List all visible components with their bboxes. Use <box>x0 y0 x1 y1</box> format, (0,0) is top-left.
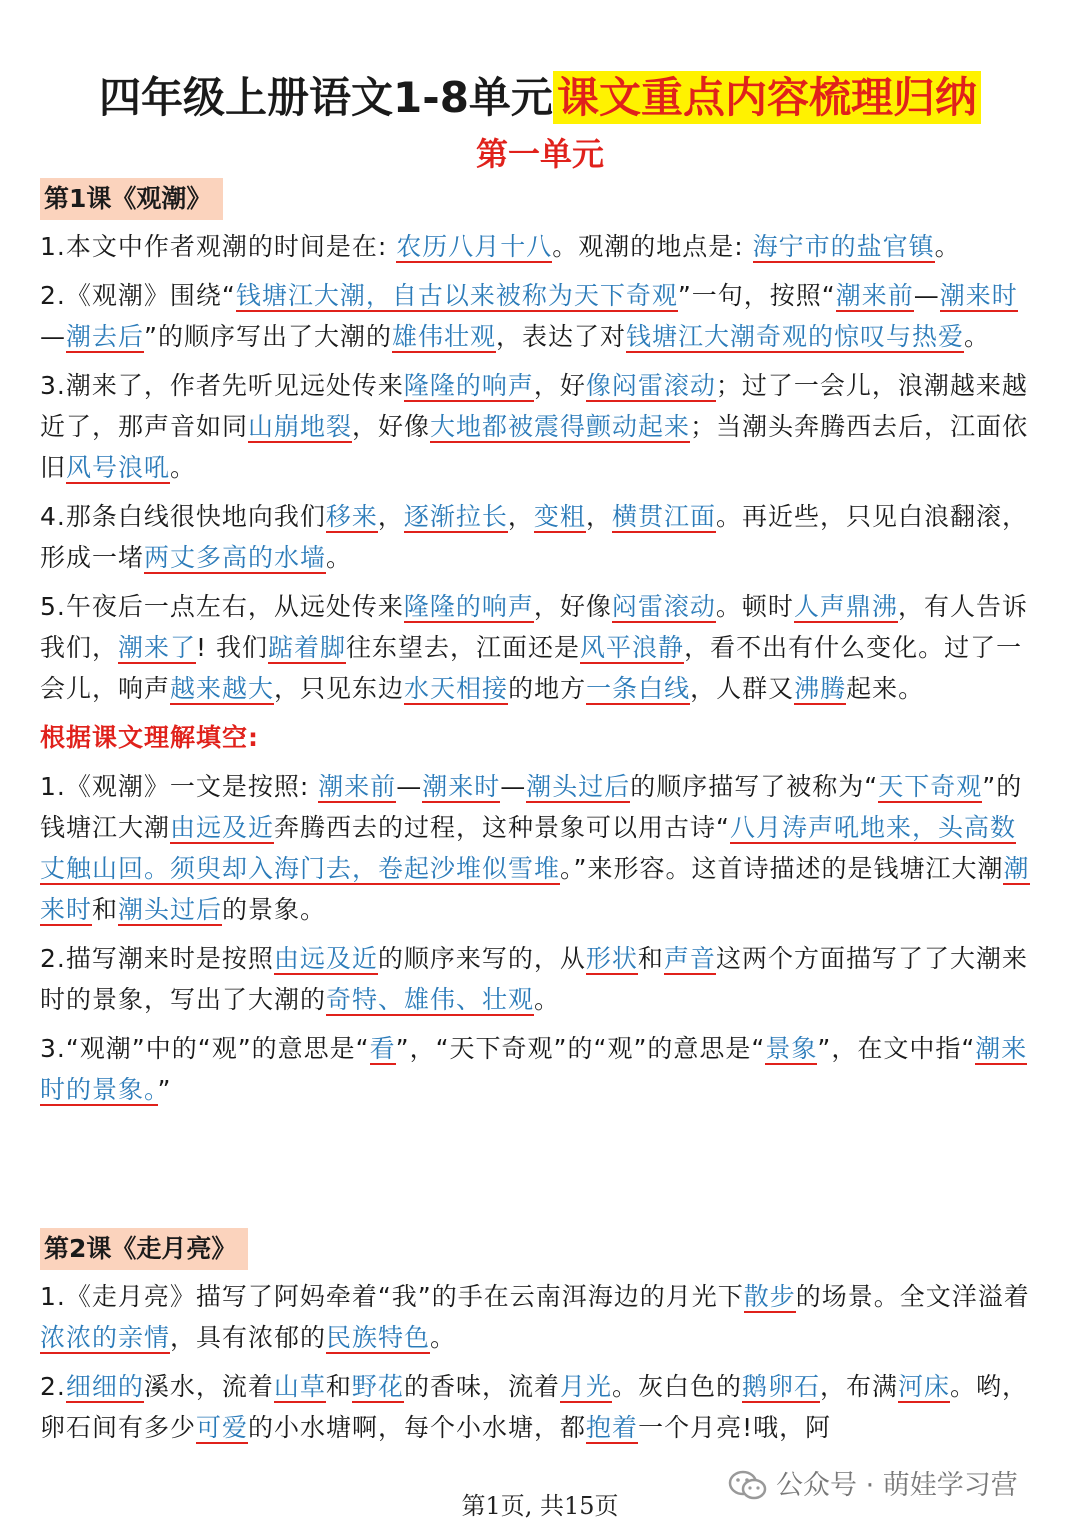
paragraph <box>40 586 1040 709</box>
text-run: ” <box>157 1075 172 1104</box>
answer-text: 潮头过后 <box>526 772 631 801</box>
question <box>40 766 1040 930</box>
answer-text: 钱塘江大潮，自古以来被称为天下奇观 <box>235 281 678 310</box>
text-run: 。”来形容。这首诗描述的是钱塘江大潮 <box>560 854 1004 883</box>
answer-text: 民族特色 <box>326 1323 431 1352</box>
paragraph <box>40 365 1040 488</box>
answer-text: 逐渐拉长 <box>403 502 508 531</box>
answer-text: 农历八月十八 <box>396 232 553 261</box>
answer-text: 浓浓的亲情 <box>40 1323 171 1352</box>
answer-text: 可爱 <box>196 1413 249 1442</box>
text-run: 的香味，流着 <box>403 1372 560 1401</box>
text-run: 往东望去，江面还是 <box>346 633 581 662</box>
text-run: ”的钱塘江大潮 <box>40 772 1023 842</box>
answer-text: 潮来时 <box>40 854 1030 924</box>
text-run: ”，“天下奇观”的“观”的意思是“ <box>395 1034 766 1063</box>
answer-text: 像闷雷滚动 <box>585 371 716 400</box>
text-run: 和 <box>325 1372 352 1401</box>
text-run: 奔腾西去的过程，这种景象可以用古诗“ <box>274 813 730 842</box>
answer-text: 潮来了 <box>118 633 197 662</box>
text-run: 4.那条白线很快地向我们 <box>40 502 326 531</box>
text-run: 。 <box>964 322 991 351</box>
answer-text: 潮头过后 <box>118 895 223 924</box>
answer-text: 形状 <box>585 944 638 973</box>
answer-text: 抱着 <box>586 1413 639 1442</box>
text-run: — <box>500 772 527 801</box>
paragraph <box>40 275 1040 357</box>
text-run: 。再近些，只见白浪翻滚，形成一堵 <box>40 502 1028 572</box>
answer-text: 一条白线 <box>586 674 691 703</box>
answer-text: 变粗 <box>533 502 586 531</box>
text-run: 1.《观潮》一文是按照: <box>40 772 319 801</box>
text-run: ， <box>585 502 612 531</box>
lesson-2-content <box>40 1276 1040 1448</box>
text-run: ”的顺序写出了大潮的 <box>144 322 392 351</box>
watermark-text: 公众号 · 萌娃学习营 <box>776 1470 1018 1501</box>
lesson-2-heading: 第2课《走月亮》 <box>40 1228 248 1270</box>
text-run: 1.本文中作者观潮的时间是在: <box>40 232 397 261</box>
title-main: 四年级上册语文1-8单元 <box>99 73 553 122</box>
paragraph <box>40 1276 1040 1358</box>
text-run: ，有人告诉我们， <box>40 592 1028 662</box>
text-run: 起来。 <box>846 674 925 703</box>
text-run: 。 <box>170 453 197 482</box>
text-run: 2. <box>40 1372 66 1401</box>
text-run: — <box>40 322 66 351</box>
page-number: 第1页, 共15页 <box>461 1492 619 1520</box>
answer-text: 细细的 <box>65 1372 144 1401</box>
text-run: ，看不出有什么变化。过了一会儿，响声 <box>40 633 1023 703</box>
text-run: — <box>913 281 940 310</box>
text-run: 溪水，流着 <box>143 1372 274 1401</box>
paragraph <box>40 496 1040 578</box>
answer-text: 潮来时 <box>939 281 1018 310</box>
question <box>40 1028 1040 1110</box>
paragraph <box>40 226 1040 267</box>
answer-text: 风号浪吼 <box>66 453 171 482</box>
answer-text: 踮着脚 <box>268 633 347 662</box>
answer-text: 由远及近 <box>273 944 378 973</box>
text-run: 3.潮来了，作者先听见远处传来 <box>40 371 404 400</box>
answer-text: 由远及近 <box>170 813 275 842</box>
text-run: 的地方 <box>508 674 587 703</box>
text-run: — <box>396 772 423 801</box>
lesson-1-heading: 第1课《观潮》 <box>40 178 223 220</box>
answer-text: 潮来前 <box>318 772 397 801</box>
answer-text: 越来越大 <box>170 674 275 703</box>
text-run: 。灰白色的 <box>611 1372 742 1401</box>
answer-text: 大地都被震得颤动起来 <box>430 412 691 441</box>
answer-text: 风平浪静 <box>580 633 685 662</box>
watermark <box>728 1466 1018 1506</box>
text-run: 一个月亮!哦，阿 <box>638 1413 832 1442</box>
text-run: 。观潮的地点是: <box>552 232 753 261</box>
text-run: ，具有浓郁的 <box>170 1323 327 1352</box>
paragraph <box>40 1366 1040 1448</box>
answer-text: 潮来前 <box>835 281 914 310</box>
text-run: 。 <box>534 985 561 1014</box>
text-run: 的景象。 <box>222 895 327 924</box>
text-run: 3.“观潮”中的“观”的意思是“ <box>40 1034 370 1063</box>
answer-text: 隆隆的响声 <box>403 592 534 621</box>
answer-text: 八月涛声吼地来，头高数丈触山回。须臾却入海门去，卷起沙堆似雪堆 <box>40 813 1017 883</box>
lesson-1-content <box>40 226 1040 1110</box>
text-run: 2.《观潮》围绕“ <box>40 281 236 310</box>
answer-text: 月光 <box>559 1372 612 1401</box>
text-run: 和 <box>637 944 664 973</box>
text-run: 的顺序描写了被称为“ <box>630 772 879 801</box>
text-run: ，好 <box>533 371 586 400</box>
answer-text: 山草 <box>273 1372 326 1401</box>
text-run: 。 <box>430 1323 457 1352</box>
answer-text: 鹅卵石 <box>741 1372 820 1401</box>
text-run: 。哟，卵石间有多少 <box>40 1372 1029 1442</box>
answer-text: 钱塘江大潮奇观的惊叹与热爱 <box>626 322 965 351</box>
unit-title: 第一单元 <box>475 135 604 173</box>
wechat-icon <box>728 1469 768 1503</box>
text-run: ”，在文中指“ <box>817 1034 976 1063</box>
text-run: 1.《走月亮》描写了阿妈牵着“我”的手在云南洱海边的月光下 <box>40 1282 744 1311</box>
answer-text: 山崩地裂 <box>248 412 353 441</box>
text-run: 这两个方面描写了了大潮来时的景象，写出了大潮的 <box>40 944 1028 1014</box>
answer-text: 沸腾 <box>794 674 847 703</box>
fill-blank-heading: 根据课文理解填空: <box>40 723 259 752</box>
text-run: ，好像 <box>533 592 612 621</box>
answer-text: 两丈多高的水墙 <box>144 543 327 572</box>
text-run: ， <box>507 502 534 531</box>
answer-text: 潮来时的景象。 <box>40 1034 1028 1104</box>
text-run: ；过了一会儿，浪潮越来越近了，那声音如同 <box>40 371 1028 441</box>
text-run: 的小水塘啊，每个小水塘，都 <box>248 1413 587 1442</box>
answer-text: 天下奇观 <box>878 772 983 801</box>
answer-text: 水天相接 <box>404 674 509 703</box>
answer-text: 闷雷滚动 <box>611 592 716 621</box>
text-run: ，人群又 <box>690 674 795 703</box>
answer-text: 散步 <box>743 1282 796 1311</box>
text-run: ，布满 <box>820 1372 899 1401</box>
text-run: 的顺序来写的，从 <box>377 944 586 973</box>
answer-text: 潮去后 <box>66 322 145 351</box>
text-run: 和 <box>92 895 119 924</box>
text-run: 5.午夜后一点左右，从远处传来 <box>40 592 404 621</box>
answer-text: 景象 <box>765 1034 818 1063</box>
text-run: 2.描写潮来时是按照 <box>40 944 274 973</box>
text-run: ! 我们 <box>196 633 269 662</box>
question <box>40 938 1040 1020</box>
answer-text: 潮来时 <box>422 772 501 801</box>
answer-text: 奇特、雄伟、壮观 <box>326 985 535 1014</box>
answer-text: 移来 <box>325 502 378 531</box>
answer-text: 声音 <box>663 944 716 973</box>
text-run: ，表达了对 <box>495 322 626 351</box>
text-run: 。顿时 <box>715 592 794 621</box>
text-run: ，只见东边 <box>274 674 405 703</box>
answer-text: 河床 <box>898 1372 951 1401</box>
text-run: ， <box>377 502 404 531</box>
answer-text: 海宁市的盐官镇 <box>752 232 935 261</box>
answer-text: 横贯江面 <box>611 502 716 531</box>
text-run: 。 <box>934 232 961 261</box>
answer-text: 雄伟壮观 <box>391 322 496 351</box>
title-highlight: 课文重点内容梳理归纳 <box>553 71 981 124</box>
text-run: ；当潮头奔腾西去后，江面依旧 <box>40 412 1029 482</box>
text-run: ，好像 <box>352 412 431 441</box>
answer-text: 隆隆的响声 <box>403 371 534 400</box>
text-run: ”一句，按照“ <box>677 281 836 310</box>
page-title <box>0 70 1080 126</box>
text-run: 。 <box>326 543 353 572</box>
answer-text: 看 <box>369 1034 396 1063</box>
answer-text: 人声鼎沸 <box>793 592 898 621</box>
answer-text: 野花 <box>351 1372 404 1401</box>
text-run: 的场景。全文洋溢着 <box>795 1282 1030 1311</box>
